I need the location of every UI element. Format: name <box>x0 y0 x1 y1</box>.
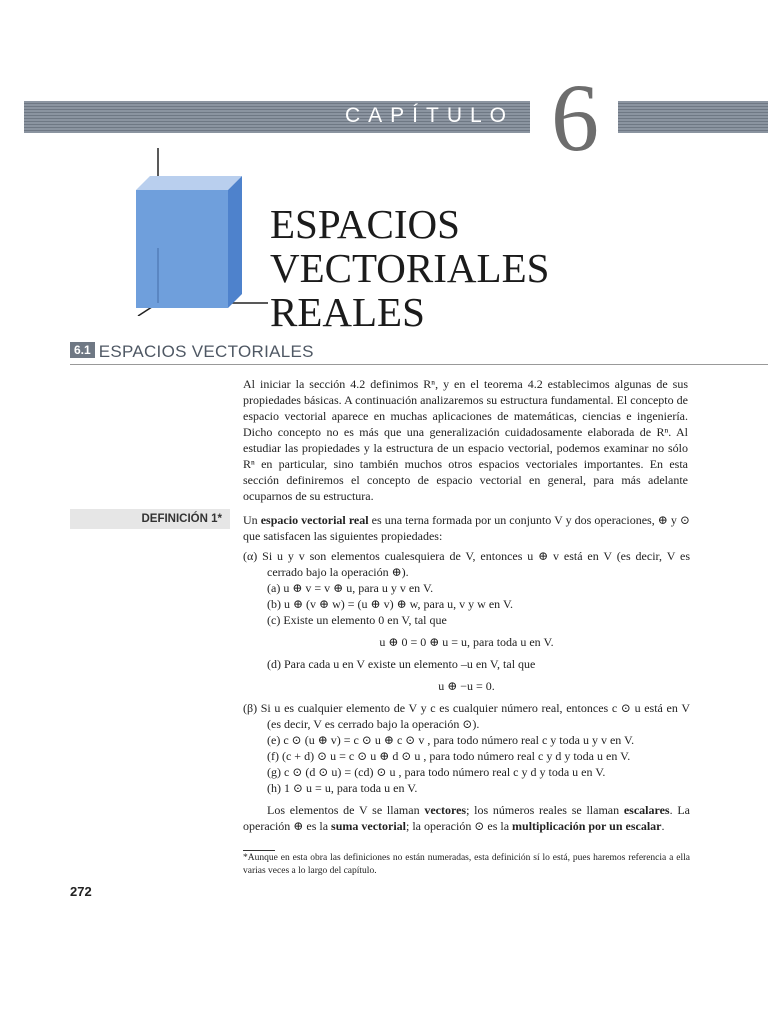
title-line-1: ESPACIOS <box>270 201 460 247</box>
term-multiplicacion: multiplicación por un escalar <box>512 819 662 833</box>
closing-text-2: ; los números reales se llaman <box>466 803 624 817</box>
closing-text-3: . La operación ⊕ es la <box>243 803 691 833</box>
title-line-2: VECTORIALES <box>270 245 550 291</box>
lead-text: Un <box>243 513 261 527</box>
property-alpha: (α) Si u y v son elementos cualesquiera de V, entonces u ⊕ v está en V (es decir, V es cerrado bajo la operación ⊕). <box>243 549 690 579</box>
term-suma-vectorial: suma vectorial <box>331 819 407 833</box>
section-rule <box>70 364 768 365</box>
closing-text-1: Los elementos de V se llaman <box>267 803 425 817</box>
property-c: (c) Existe un elemento 0 en V, tal que <box>267 613 447 627</box>
lead-term: espacio vectorial real <box>260 513 369 527</box>
property-a: (a) u ⊕ v = v ⊕ u, para u y v en V. <box>267 581 434 595</box>
property-e: (e) c ⊙ (u ⊕ v) = c ⊙ u ⊕ c ⊙ v , para todo número real c y toda u y v en V. <box>267 733 635 747</box>
intro-paragraph: Al iniciar la sección 4.2 definimos Rⁿ, y en el teorema 4.2 establecimos algunas de sus propiedades básicas. A continuación analizaremos su estructura fundamental. El concepto de espacio vectorial aparece en muchas aplicaciones de matemáticas, ciencias e ingeniería. Dicho concepto no es más que una generalización cuidadosamente elaborada de Rⁿ. Al estudiar las propiedades y la estructura de un espacio vectorial, podemos examinar no sólo Rⁿ en particular, sino también muchos otros espacios vectoriales importantes. En esta sección definiremos el concepto de espacio vectorial en general, para más adelante ocuparnos de su estructura. <box>243 377 688 503</box>
property-g: (g) c ⊙ (d ⊙ u) = (cd) ⊙ u , para todo número real c y d y toda u en V. <box>267 765 606 779</box>
definition-body <box>243 512 690 834</box>
footnote-rule <box>243 850 275 851</box>
chapter-number: 6 <box>551 64 599 171</box>
closing-text-5: . <box>661 819 665 833</box>
lead-text-2: es una terna formada por un conjunto V y dos operaciones, ⊕ y ⊙ que satisfacen las siguientes propiedades: <box>243 513 690 543</box>
page-number: 272 <box>70 884 92 899</box>
section-number: 6.1 <box>70 342 95 358</box>
term-escalares: escalares <box>623 803 670 817</box>
closing-text-4: ; la operación ⊙ es la <box>406 819 513 833</box>
chapter-word: CAPÍTULO <box>345 104 515 127</box>
equation-c: u ⊕ 0 = 0 ⊕ u = u, para toda u en V. <box>379 635 554 649</box>
property-h: (h) 1 ⊙ u = u, para toda u en V. <box>267 781 418 795</box>
footnote: *Aunque en esta obra las definiciones no están numeradas, esta definición sí lo está, pues haremos referencia a ella varias veces a lo largo del capítulo. <box>243 853 690 876</box>
property-beta: (β) Si u es cualquier elemento de V y c es cualquier número real, entonces c ⊙ u está en V (es decir, V es cerrado bajo la operación ⊙). <box>243 701 690 731</box>
section-heading <box>70 342 768 362</box>
title-line-3: REALES <box>270 289 425 335</box>
property-b: (b) u ⊕ (v ⊕ w) = (u ⊕ v) ⊕ w, para u, v y w en V. <box>267 597 514 611</box>
property-d: (d) Para cada u en V existe un elemento –u en V, tal que <box>267 657 536 671</box>
definition-lead <box>243 512 690 544</box>
term-vectores: vectores <box>424 803 467 817</box>
equation-d: u ⊕ −u = 0. <box>438 679 495 693</box>
definition-label: DEFINICIÓN 1* <box>70 509 230 529</box>
property-f: (f) (c + d) ⊙ u = c ⊙ u ⊕ d ⊙ u , para todo número real c y d y toda u en V. <box>267 749 631 763</box>
cube-illustration <box>132 148 272 316</box>
section-title: ESPACIOS VECTORIALES <box>98 342 314 361</box>
chapter-title <box>270 202 549 334</box>
definition-closing <box>243 802 690 834</box>
